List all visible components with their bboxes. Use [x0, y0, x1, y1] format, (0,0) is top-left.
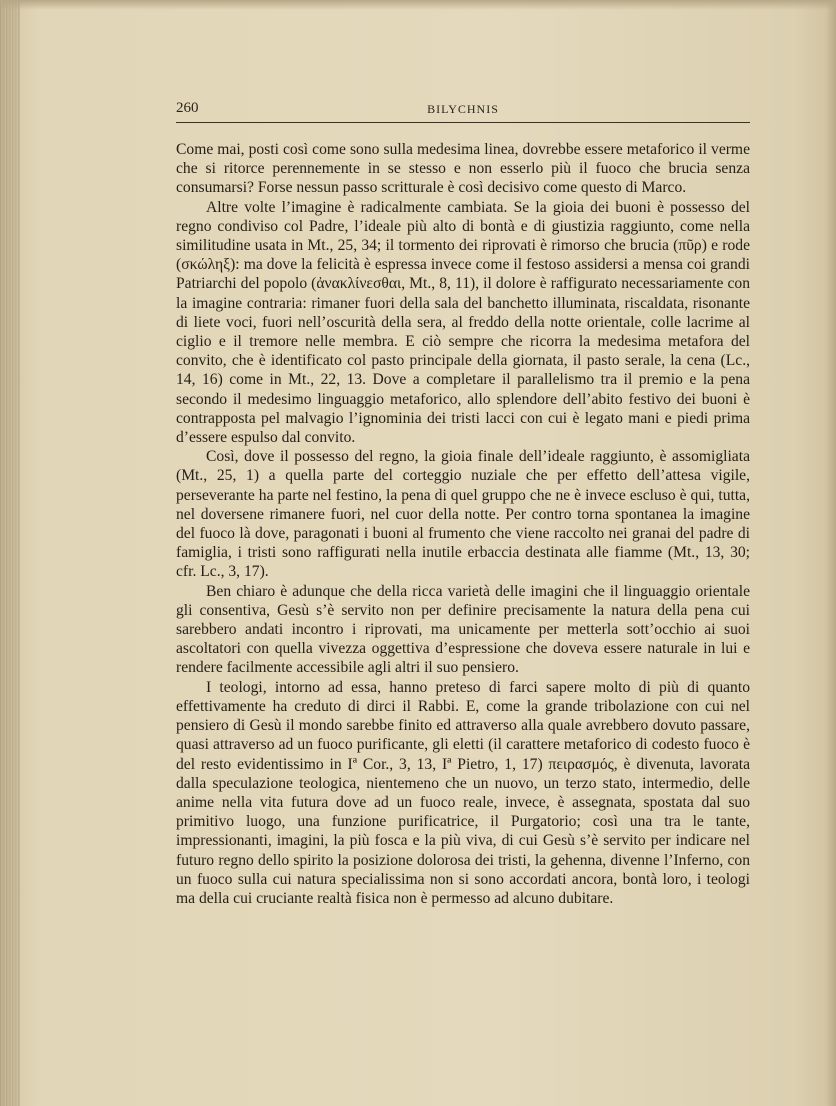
paragraph-2: Altre volte l’imagine è radicalmente cambiata. Se la gioia dei buoni è possesso del regno condiviso col Padre, l’ideale più alto di bontà e di giustizia raggiunto, come nella similitudine usata in Mt., 25, 34; il tormento dei riprovati è rimorso che brucia (πῦρ) e rode (σκώληξ): ma dove la felicità è espressa invece come il festoso assidersi a mensa coi grandi Patriarchi del popolo (ἀνακλίνεσθαι, Mt., 8, 11), il dolore è raffigurato necessariamente con la imagine contraria: rimaner fuori della sala del banchetto illuminata, riscaldata, risonante di liete voci, fuori nell’oscurità della sera, al freddo della notte orientale, colle lacrime al ciglio e il tremore nelle membra. E ciò sempre che ricorra la medesima metafora del convito, che è identificato col pasto principale della giornata, il pasto serale, la cena (Lc., 14, 16) come in Mt., 22, 13. Dove a completare il parallelismo tra il premio e la pena secondo il medesimo linguaggio metaforico, allo splendore dell’abito festivo dei buoni è contrapposta pel malvagio l’ignominia dei tristi lacci con cui è legato mani e piedi prima d’essere espulso dal convito.	[176, 198, 750, 447]
page-number: 260	[176, 100, 199, 116]
paragraph-4: Ben chiaro è adunque che della ricca varietà delle imagini che il linguaggio orientale gli consentiva, Gesù s’è servito non per definire precisamente la natura della pena cui sarebbero andati incontro i riprovati, ma unicamente per metterla sott’occhio ai suoi ascoltatori con quella vivezza oggettiva d’espressione che doveva essere naturale in lui e rendere facilmente accessibile agli altri il suo pensiero.	[176, 582, 750, 677]
page-binding-edge	[0, 0, 20, 1106]
paragraph-5: I teologi, intorno ad essa, hanno preteso di farci sapere molto di più di quanto effettivamente ha creduto di dirci il Rabbi. E, come la grande tribolazione con cui nel pensiero di Gesù il mondo sarebbe finito ed attraverso alla quale avrebbero dovuto passare, quasi attraverso ad un fuoco purificante, gli eletti (il carattere metaforico di codesto fuoco è del resto evidentissimo in Iª Cor., 3, 13, Iª Pietro, 1, 17) πειρασμός, è divenuta, lavorata dalla speculazione teologica, nientemeno che un nuovo, un terzo stato, intermedio, delle anime nella vita futura dove ad un fuoco reale, invece, è assegnata, spostata dal suo primitivo luogo, una funzione purificatrice, il Purgatorio; così una tra le tante, impressionanti, imagini, la più fosca e la più viva, di cui Gesù s’è servito per indicare nel futuro regno dello spirito la posizione dolorosa dei tristi, la gehenna, divenne l’Inferno, con un fuoco sulla cui natura specialissima non si sono accordati ancora, bontà loro, i teologi ma della cui cruciante realtà fisica non è permesso ad alcuno dubitare.	[176, 678, 750, 907]
running-head: BILYCHNIS	[427, 102, 499, 116]
paragraph-1: Come mai, posti così come sono sulla medesima linea, dovrebbe essere metaforico il verme che si ritorce perennemente in se stesso e non esserlo più il fuoco che brucia senza consumarsi? Forse nessun passo scritturale è così decisivo come questo di Marco.	[176, 141, 750, 197]
body-text	[176, 140, 750, 908]
page-top-edge	[0, 0, 836, 10]
paragraph-3: Così, dove il possesso del regno, la gioia finale dell’ideale raggiunto, è assomigliata (Mt., 25, 1) a quella parte del corteggio nuziale che per effetto dell’attesa vigile, perseverante ha parte nel festino, la pena di quel gruppo che ne è invece escluso è qui, tutta, nel doversene rimanere fuori, nel cuor della notte. Per contro torna spontanea la imagine del fuoco là dove, paragonati i buoni al frumento che viene raccolto nei granai del padre di famiglia, i tristi sono raffigurati nella inutile erbaccia destinata alle fiamme (Mt., 13, 30; cfr. Lc., 3, 17).	[176, 448, 750, 581]
page-right-edge	[826, 0, 836, 1106]
page-header	[176, 100, 750, 123]
